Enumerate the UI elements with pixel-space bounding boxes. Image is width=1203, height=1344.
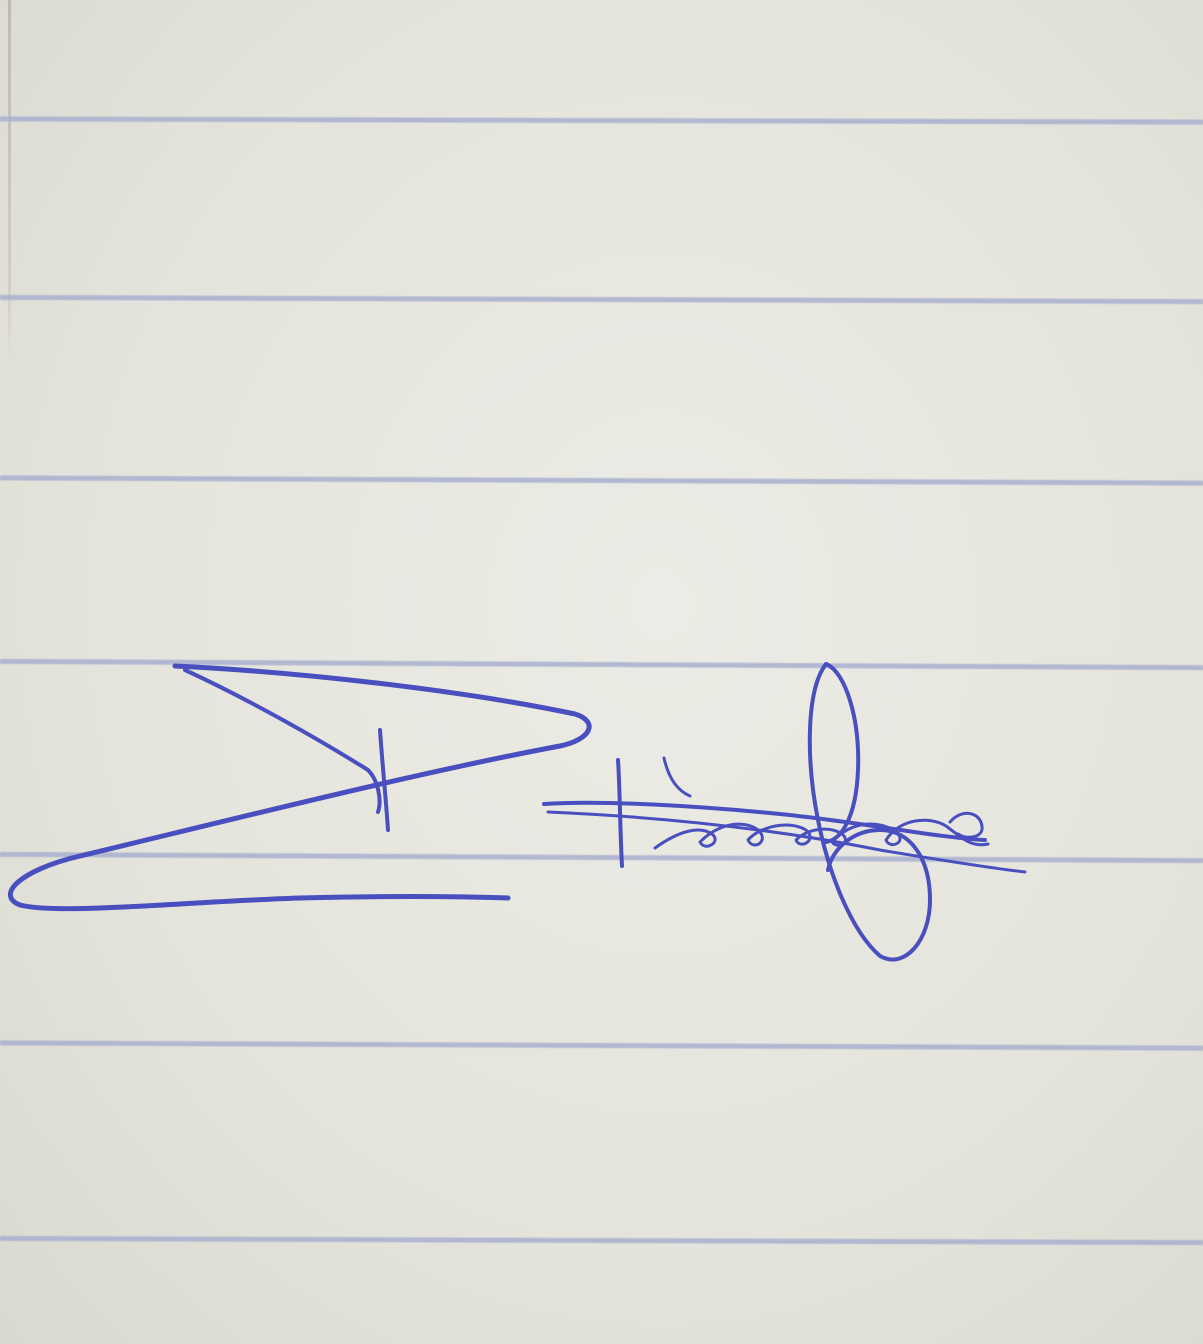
signature-stroke-loop-top (826, 664, 858, 842)
signature-stroke-cross (380, 730, 388, 830)
signature-stroke-h (618, 760, 622, 866)
signature-stroke-hook (664, 758, 690, 796)
signature-stroke-loop (810, 664, 930, 959)
signature-stroke-z (10, 666, 589, 909)
